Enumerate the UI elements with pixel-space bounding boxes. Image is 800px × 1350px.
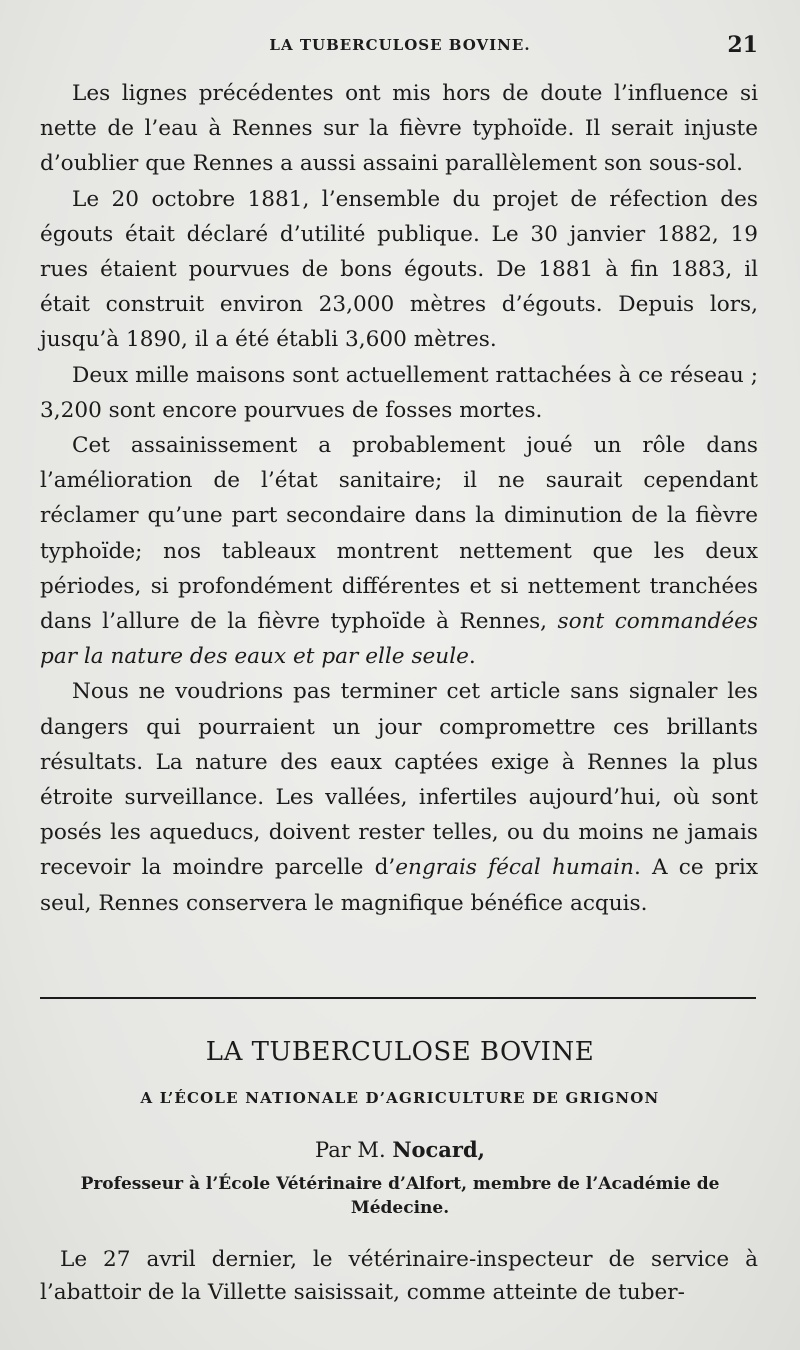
paragraph-5-end: . A ce prix seul, Rennes conservera le magnifique bénéfice acquis. [40, 855, 759, 916]
paragraph-2: Le 20 octobre 1881, l’ensemble du projet de réfection des égouts était déclaré d’utilité publique. Le 30 janvier 1882, 19 rues étaient pourvues de bons égouts. De 1881 à fin 1883, il était construit environ 23,000 mètres d’égouts. Depuis lors, jusqu’à 1890, il a été établi 3,600 mètres. [40, 186, 758, 353]
paragraph-4 [40, 428, 758, 674]
page-number: 21 [727, 32, 758, 58]
byline [0, 1137, 800, 1162]
body-text [40, 76, 758, 921]
article-title: LA TUBERCULOSE BOVINE [205, 1037, 595, 1067]
paragraph-4-text: Cet assainissement a probablement joué un rôle dans l’amélioration de l’état sanitaire; il ne saurait cependant réclamer qu’une part secondaire dans la diminution de la fièvre typhoïde; nos tableaux montrent nettement que les deux périodes, si profondément différentes et si nettement tranchées dans l’allure de la fièvre typhoïde à Rennes, [40, 433, 758, 635]
paragraph-4-emphasis: sont commandées par la nature des eaux et par elle seule [40, 609, 758, 670]
paragraph-3: Deux mille maisons sont actuellement rattachées à ce réseau ; 3,200 sont encore pourvues de fosses mortes. [40, 362, 758, 423]
running-title: LA TUBERCULOSE BOVINE. [269, 36, 531, 54]
paragraph-5 [40, 674, 758, 920]
author-affiliation: Professeur à l’École Vétérinaire d’Alfort, membre de l’Académie de Médecine. [80, 1174, 720, 1218]
paragraph-5-emphasis: engrais fécal humain [395, 855, 634, 881]
byline-prefix: Par M. [315, 1138, 386, 1162]
article-subtitle: A L’ÉCOLE NATIONALE D’AGRICULTURE DE GRIGNON [140, 1089, 660, 1107]
author-name: Nocard, [392, 1137, 485, 1162]
running-head [0, 34, 800, 62]
paragraph-4-end: . [468, 644, 476, 670]
paragraph-5-text: Nous ne voudrions pas terminer cet article sans signaler les dangers qui pourraient un jour compromettre ces brillants résultats. La nature des eaux captées exige à Rennes la plus étroite surveillance. Les vallées, infertiles aujourd’hui, où sont posés les aqueducs, doivent rester telles, ou du moins ne jamais recevoir la moindre parcelle d’ [40, 679, 758, 881]
article-paragraph-1: Le 27 avril dernier, le vétérinaire-inspecteur de service à l’abattoir de la Villette saisissait, comme atteinte de tuber- [40, 1247, 758, 1305]
section-divider [40, 997, 756, 999]
paragraph-1: Les lignes précédentes ont mis hors de doute l’influence si nette de l’eau à Rennes sur la fièvre typhoïde. Il serait injuste d’oublier que Rennes a aussi assaini parallèlement son sous-sol. [40, 81, 758, 177]
article-body [40, 1243, 758, 1309]
